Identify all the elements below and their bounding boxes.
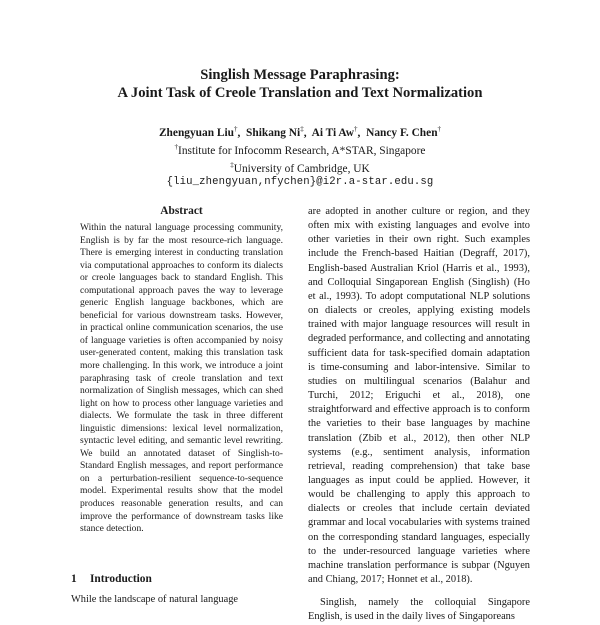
affiliation-1 [0, 140, 600, 158]
author-email: {liu_zhengyuan,nfychen}@i2r.a-star.edu.sg [166, 176, 434, 189]
author-separator: , [237, 126, 241, 139]
affiliation-2 [0, 158, 600, 176]
affiliation-2-mark: ‡ [230, 160, 234, 169]
author-4-mark: † [437, 125, 442, 133]
section-heading-introduction [71, 573, 152, 585]
paragraph-1: are adopted in another culture or region, and they often mix with existing languages and evolve into other varieties in their own right. Such examples include the French-based Haitian (Degraff, 2017), English-based Australian Kriol (Harris et al., 1993), and Colloquial Singaporean English (Singlish) (Ho et al., 1993). To adopt computational NLP solutions on dialects or creoles, applying existing models trained with major language resources will result in degraded performance, and collecting and annotating sufficient data for task-specified domain adaptation is time-consuming and labor-intensive. Similar to studies on multilingual scenarios (Balahur and Turchi, 2012; Eriguchi et al., 2018), one straightforward and effective approach is to conform the varieties to their base languages by machine translation (Zbib et al., 2012), then other NLP systems (e.g., sentiment analysis, information retrieval, reading comprehension) that take base languages as input could be applied. However, it would be challenging to apply this approach to dialects or creoles that include certain deviated grammar and local vocabularies with systems trained on the corresponding standard languages, especially to the under-resourced language varieties where machine translation performance is subpar (Nguyen and Chiang, 2017; Honnet et al., 2018). [308, 206, 530, 586]
author-4: Nancy F. Chen [366, 126, 438, 139]
right-column [308, 205, 530, 625]
affiliation-2-text: University of Cambridge, UK [233, 162, 370, 175]
section-title: Introduction [90, 573, 152, 585]
author-1: Zhengyuan Liu [158, 126, 234, 139]
abstract-heading: Abstract [160, 205, 203, 217]
author-separator: , [357, 126, 361, 139]
section-number: 1 [71, 573, 77, 585]
author-2: Shikang Ni [246, 126, 301, 139]
title-line-2: A Joint Task of Creole Translation and Text Normalization [117, 85, 483, 101]
paper-title [0, 66, 600, 102]
author-2-mark: ‡ [300, 125, 304, 133]
author-block [0, 122, 600, 189]
abstract-body [80, 222, 283, 536]
title-line-1: Singlish Message Paraphrasing: [200, 67, 400, 83]
introduction-text: While the landscape of natural language [71, 594, 239, 605]
author-3-mark: † [354, 125, 358, 133]
affiliation-1-mark: † [174, 142, 179, 151]
paragraph-2: Singlish, namely the colloquial Singapore English, is used in the daily lives of Singaporeans [308, 597, 530, 623]
author-names [0, 122, 600, 140]
abstract-text: Within the natural language processing community, English is by far the most resource-rich language. There is emerging interest in conducting translation via computational approaches to conform its dialects or creole languages back to standard English. This computational approach paves the way to leverage generic English language backbones, which are beneficial for various downstream tasks. However, in practical online communication scenarios, the use of language varieties is often accompanied by noisy user-generated content, making this translation task more challenging. In this work, we introduce a joint paraphrasing task of creole translation and text normalization of Singlish messages, which can shed light on how to process other language varieties and dialects. We formulate the task in three different linguistic dimensions: lexical level normalization, syntactic level editing, and semantic level rewriting. We build an annotated dataset of Singlish-to-Standard English messages, and report performance on a perturbation-resilient sequence-to-sequence model. Experimental results show that the model produces reasonable generation results, and can improve the performance of downstream tasks like stance detection. [80, 222, 283, 535]
affiliation-1-text: Institute for Infocomm Research, A*STAR, Singapore [178, 144, 426, 157]
author-3: Ai Ti Aw [311, 126, 355, 139]
author-separator: , [303, 126, 307, 139]
author-1-mark: † [233, 125, 238, 133]
